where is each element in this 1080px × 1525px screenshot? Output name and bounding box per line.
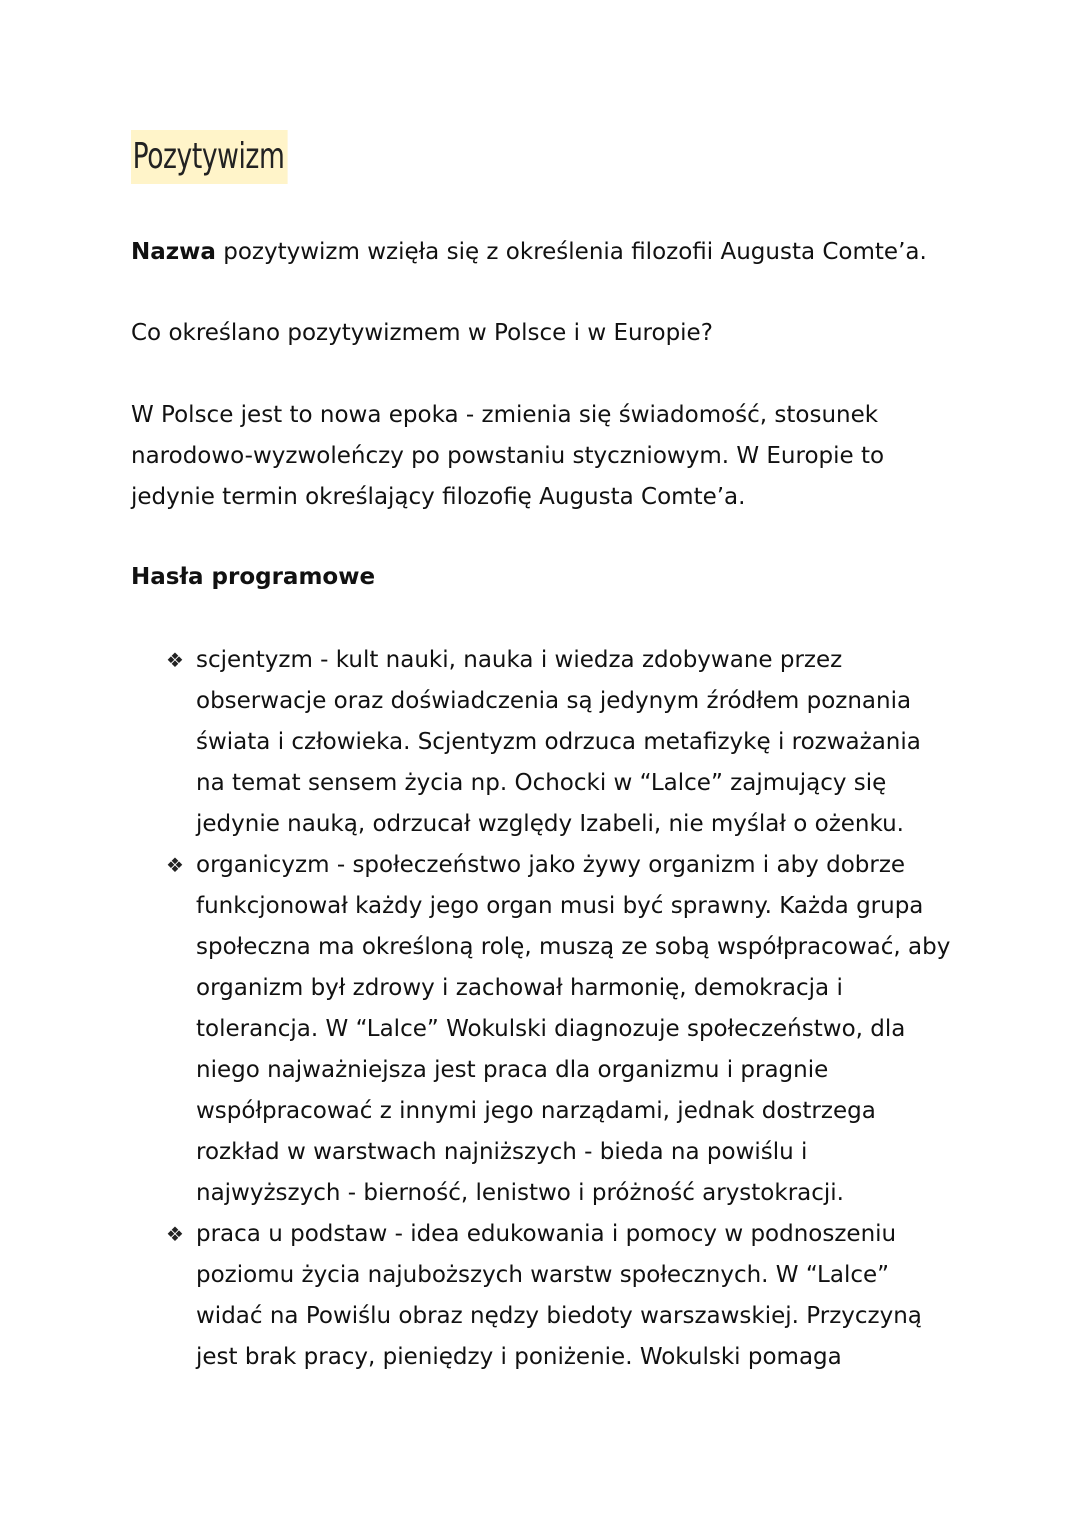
section-heading: Hasła programowe [131, 564, 376, 590]
list-item-line: praca u podstaw - idea edukowania i pomocy w podnoszeniu [196, 1221, 897, 1247]
answer-line: jedynie termin określający filozofię Augusta Comte’a. [131, 484, 746, 510]
list-item-line: organicyzm - społeczeństwo jako żywy organizm i aby dobrze [196, 852, 906, 878]
list-item-line: najwyższych - bierność, lenistwo i próżność arystokracji. [196, 1180, 844, 1206]
list-item-text [196, 1214, 996, 1378]
page-title: Pozytywizm [131, 130, 288, 184]
list-item-line: społeczna ma określoną rolę, muszą ze sobą współpracować, aby [196, 934, 951, 960]
list-item-text [196, 640, 996, 845]
list-item-line: jedynie nauką, odrzucał względy Izabeli, nie myślał o ożenku. [196, 811, 904, 837]
list-item-line: niego najważniejsza jest praca dla organizmu i pragnie [196, 1057, 829, 1083]
diamond-bullet-icon: ❖ [166, 1222, 184, 1246]
list-item-line: obserwacje oraz doświadczenia są jedynym źródłem poznania [196, 688, 912, 714]
list-item-praca-u-podstaw [0, 1214, 1080, 1378]
intro-paragraph [131, 232, 991, 273]
diamond-bullet-icon: ❖ [166, 853, 184, 877]
intro-bold-term: Nazwa [131, 239, 216, 265]
list-item-line: świata i człowieka. Scjentyzm odrzuca metafizykę i rozważania [196, 729, 921, 755]
question-paragraph: Co określano pozytywizmem w Polsce i w Europie? [131, 320, 713, 346]
intro-text: pozytywizm wzięła się z określenia filozofii Augusta Comte’a. [215, 239, 927, 265]
answer-paragraph [131, 395, 991, 518]
list-item-text [196, 845, 996, 1214]
list-item-line: scjentyzm - kult nauki, nauka i wiedza zdobywane przez [196, 647, 843, 673]
list-item-line: współpracować z innymi jego narządami, jednak dostrzega [196, 1098, 876, 1124]
diamond-bullet-icon: ❖ [166, 648, 184, 672]
list-item-line: organizm był zdrowy i zachował harmonię, demokracja i [196, 975, 843, 1001]
list-item-line: widać na Powiślu obraz nędzy biedoty warszawskiej. Przyczyną [196, 1303, 922, 1329]
list-item-line: jest brak pracy, pieniędzy i poniżenie. Wokulski pomaga [196, 1344, 842, 1370]
program-slogans-list [0, 640, 1080, 1378]
list-item-line: tolerancja. W “Lalce” Wokulski diagnozuje społeczeństwo, dla [196, 1016, 906, 1042]
list-item-line: funkcjonował każdy jego organ musi być sprawny. Każda grupa [196, 893, 924, 919]
answer-line: narodowo-wyzwoleńczy po powstaniu styczniowym. W Europie to [131, 443, 885, 469]
list-item-line: poziomu życia najuboższych warstw społecznych. W “Lalce” [196, 1262, 890, 1288]
list-item-organicyzm [0, 845, 1080, 1214]
list-item-line: rozkład w warstwach najniższych - bieda na powiślu i [196, 1139, 808, 1165]
list-item-line: na temat sensem życia np. Ochocki w “Lalce” zajmujący się [196, 770, 887, 796]
answer-line: W Polsce jest to nowa epoka - zmienia się świadomość, stosunek [131, 402, 879, 428]
list-item-scjentyzm [0, 640, 1080, 845]
